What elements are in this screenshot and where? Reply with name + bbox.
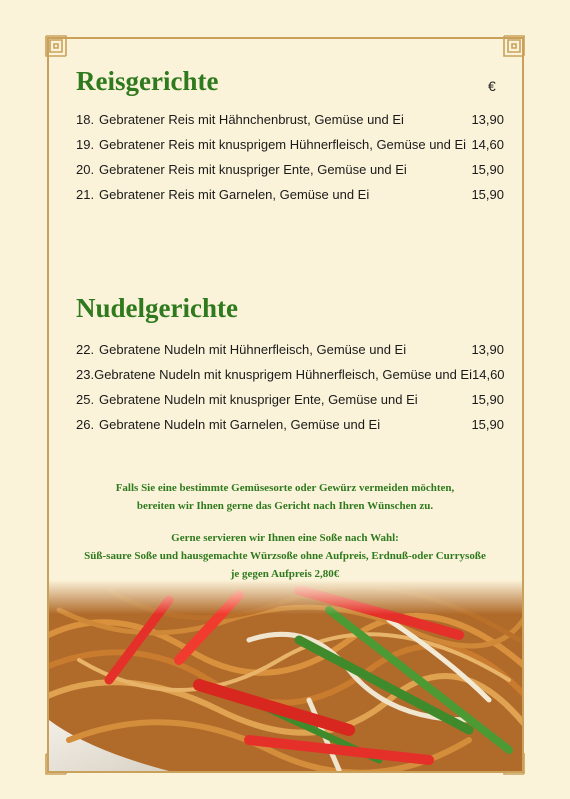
item-number: 18. [76,112,95,127]
note-line: Süß-saure Soße und hausgemachte Würzsoße ohne Aufpreis, Erdnuß-oder Currysoße [84,550,486,562]
section-title-rice: Reisgerichte [76,66,219,96]
item-name: Gebratener Reis mit Hähnchenbrust, Gemüse und Ei [99,112,404,127]
note-line: bereiten wir Ihnen gerne das Gericht nach Ihren Wünschen zu. [136,500,434,512]
item-name: Gebratener Reis mit knuspriger Ente, Gemüse und Ei [99,162,407,177]
item-price: 14,60 [471,137,504,152]
item-price: 14,60 [472,367,505,382]
rice-menu-list [76,107,504,207]
sauce-note [60,529,510,583]
item-name: Gebratene Nudeln mit knusprigem Hühnerfleisch, Gemüse und Ei [94,367,472,382]
currency-symbol: € [488,78,496,94]
item-name: Gebratene Nudeln mit Hühnerfleisch, Gemüse und Ei [99,342,407,357]
menu-item [76,337,504,362]
item-price: 15,90 [471,392,504,407]
item-price: 15,90 [471,162,504,177]
menu-item [76,132,504,157]
item-name: Gebratener Reis mit knusprigem Hühnerfleisch, Gemüse und Ei [99,137,467,152]
corner-ornament-icon [45,35,67,57]
item-number: 21. [76,187,95,202]
item-number: 26. [76,417,95,432]
noodle-menu-list [76,337,504,437]
menu-item [76,412,504,437]
item-number: 22. [76,342,95,357]
item-price: 13,90 [471,112,504,127]
menu-item [76,362,504,387]
menu-item [76,387,504,412]
item-number: 25. [76,392,95,407]
item-name: Gebratene Nudeln mit Garnelen, Gemüse und Ei [99,417,381,432]
customization-note [60,479,510,515]
note-line: Gerne servieren wir Ihnen eine Soße nach Wahl: [171,532,399,544]
item-price: 15,90 [471,417,504,432]
note-line: Falls Sie eine bestimmte Gemüsesorte oder Gewürz vermeiden möchten, [115,482,455,494]
fried-noodles-photo [49,580,522,771]
item-name: Gebratener Reis mit Garnelen, Gemüse und Ei [99,187,370,202]
item-price: 15,90 [471,187,504,202]
corner-ornament-icon [503,35,525,57]
menu-item [76,157,504,182]
menu-item [76,182,504,207]
item-number: 20. [76,162,95,177]
item-name: Gebratene Nudeln mit knuspriger Ente, Gemüse und Ei [99,392,418,407]
note-line: je gegen Aufpreis 2,80€ [230,568,340,580]
menu-item [76,107,504,132]
item-price: 13,90 [471,342,504,357]
item-number: 19. [76,137,95,152]
section-title-noodles: Nudelgerichte [76,293,238,323]
item-number: 23. [76,367,95,382]
